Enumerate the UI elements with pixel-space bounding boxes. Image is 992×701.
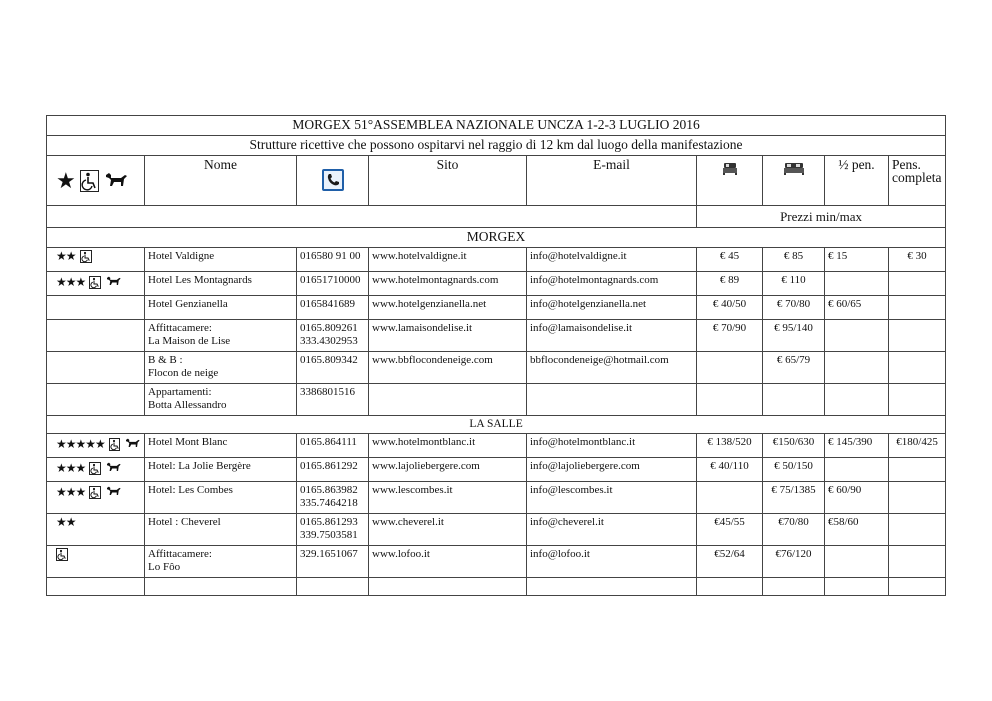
website-link[interactable]: www.bbflocondeneige.com — [369, 352, 527, 384]
header-nome: Nome — [145, 156, 297, 206]
table-row — [47, 352, 946, 384]
phone-number: 0165.861292 — [300, 460, 358, 472]
hotel-name: Hotel Les Montagnards — [148, 274, 252, 286]
header-half-board: ½ pen. — [825, 156, 889, 206]
hotel-name: Hotel Valdigne — [148, 250, 215, 262]
phone-number: 339.7503581 — [300, 529, 358, 541]
price-single — [697, 482, 763, 514]
table-row — [47, 272, 946, 296]
wheelchair-icon — [89, 462, 101, 475]
wheelchair-icon — [80, 250, 92, 263]
accommodation-table — [46, 115, 946, 596]
price-full-board — [889, 514, 946, 546]
price-double: € 70/80 — [763, 296, 825, 320]
price-half-board — [825, 320, 889, 352]
price-full-board — [889, 458, 946, 482]
email-link[interactable] — [527, 384, 697, 416]
name-cell — [145, 546, 297, 578]
price-full-board — [889, 296, 946, 320]
rating-icons — [50, 548, 141, 561]
legend-icons-cell — [47, 156, 145, 206]
website-link[interactable]: www.lofoo.it — [369, 546, 527, 578]
email-link[interactable]: info@lofoo.it — [527, 546, 697, 578]
star-rating: ★★★ — [56, 461, 86, 475]
dog-icon — [105, 484, 122, 501]
icons-cell — [47, 296, 145, 320]
price-half-board — [825, 352, 889, 384]
empty-cell — [527, 578, 697, 596]
phone-number: 0165.861293 — [300, 516, 358, 528]
price-single: €45/55 — [697, 514, 763, 546]
dog-icon — [103, 169, 129, 193]
star-rating: ★★★★★ — [56, 437, 105, 451]
price-double: €70/80 — [763, 514, 825, 546]
phone-cell — [297, 320, 369, 352]
prezzi-spacer — [47, 206, 697, 228]
phone-cell — [297, 352, 369, 384]
email-link[interactable]: info@hotelmontblanc.it — [527, 434, 697, 458]
empty-row — [47, 578, 946, 596]
dog-icon — [105, 460, 122, 477]
star-rating: ★★★ — [56, 275, 86, 289]
phone-cell — [297, 458, 369, 482]
hotel-name: Affittacamere: — [148, 322, 212, 334]
phone-number: 329.1651067 — [300, 548, 358, 560]
table-row — [47, 434, 946, 458]
rating-icons — [50, 460, 141, 477]
price-single: € 70/90 — [697, 320, 763, 352]
table-row — [47, 296, 946, 320]
rating-icons — [50, 484, 141, 501]
header-sito: Sito — [369, 156, 527, 206]
price-single: € 89 — [697, 272, 763, 296]
icons-cell — [47, 546, 145, 578]
icons-cell — [47, 352, 145, 384]
website-link[interactable]: www.lajoliebergere.com — [369, 458, 527, 482]
price-single: € 45 — [697, 248, 763, 272]
hotel-name: Hotel Mont Blanc — [148, 436, 228, 448]
price-single: € 40/110 — [697, 458, 763, 482]
price-double: € 50/150 — [763, 458, 825, 482]
icons-cell — [47, 514, 145, 546]
icons-cell — [47, 272, 145, 296]
icons-cell — [47, 248, 145, 272]
wheelchair-icon — [89, 486, 101, 499]
icons-cell — [47, 320, 145, 352]
empty-cell — [297, 578, 369, 596]
table-row — [47, 482, 946, 514]
email-link[interactable]: info@lamaisondelise.it — [527, 320, 697, 352]
hotel-name: Hotel : Cheverel — [148, 516, 221, 528]
price-double: € 95/140 — [763, 320, 825, 352]
phone-number: 333.4302953 — [300, 335, 358, 347]
price-single: € 138/520 — [697, 434, 763, 458]
empty-cell — [697, 578, 763, 596]
email-link[interactable]: info@lajoliebergere.com — [527, 458, 697, 482]
dog-icon — [105, 274, 122, 291]
table-row — [47, 458, 946, 482]
price-full-board — [889, 384, 946, 416]
table-row — [47, 248, 946, 272]
phone-cell — [297, 248, 369, 272]
phone-number: 0165.863982 — [300, 484, 358, 496]
hotel-name: Hotel: La Jolie Bergère — [148, 460, 251, 472]
price-half-board — [825, 272, 889, 296]
phone-number: 01651710000 — [300, 274, 361, 286]
hotel-name: La Maison de Lise — [148, 335, 231, 347]
website-link[interactable]: www.hotelmontblanc.it — [369, 434, 527, 458]
price-single — [697, 384, 763, 416]
star-icon: ★ — [56, 167, 76, 193]
document-title: MORGEX 51°ASSEMBLEA NAZIONALE UNCZA 1-2-3 LUGLIO 2016 — [47, 116, 946, 136]
wheelchair-icon — [80, 170, 99, 192]
price-single — [697, 352, 763, 384]
phone-number: 0165.809261 — [300, 322, 358, 334]
website-link[interactable]: www.lescombes.it — [369, 482, 527, 514]
prezzi-label: Prezzi min/max — [697, 206, 946, 228]
price-double: € 85 — [763, 248, 825, 272]
phone-cell — [297, 272, 369, 296]
empty-cell — [889, 578, 946, 596]
price-double — [763, 384, 825, 416]
email-link[interactable]: info@hotelvaldigne.it — [527, 248, 697, 272]
name-cell — [145, 434, 297, 458]
header-single-bed — [697, 156, 763, 206]
website-link[interactable] — [369, 384, 527, 416]
empty-cell — [145, 578, 297, 596]
name-cell — [145, 514, 297, 546]
header-telefono — [297, 156, 369, 206]
star-rating: ★★ — [56, 515, 76, 529]
header-email: E-mail — [527, 156, 697, 206]
phone-cell — [297, 546, 369, 578]
section-header: MORGEX — [47, 228, 946, 248]
name-cell — [145, 248, 297, 272]
header-full-board — [889, 156, 946, 206]
section-header: LA SALLE — [47, 416, 946, 434]
name-cell — [145, 384, 297, 416]
icons-cell — [47, 384, 145, 416]
icons-cell — [47, 458, 145, 482]
price-single: € 40/50 — [697, 296, 763, 320]
header-full-board-line2: completa — [892, 170, 942, 185]
empty-cell — [825, 578, 889, 596]
price-half-board — [825, 458, 889, 482]
phone-cell — [297, 514, 369, 546]
empty-cell — [369, 578, 527, 596]
phone-number: 016580 91 00 — [300, 250, 361, 262]
price-double: €76/120 — [763, 546, 825, 578]
email-link[interactable]: info@hotelgenzianella.net — [527, 296, 697, 320]
rating-icons — [50, 250, 141, 263]
price-double: € 65/79 — [763, 352, 825, 384]
star-rating: ★★★ — [56, 485, 86, 499]
price-full-board — [889, 352, 946, 384]
price-half-board — [825, 384, 889, 416]
hotel-name: Affittacamere: — [148, 548, 212, 560]
price-full-board — [889, 320, 946, 352]
hotel-name: Hotel Genzianella — [148, 298, 228, 310]
rating-icons — [50, 516, 141, 529]
phone-number: 335.7464218 — [300, 497, 358, 509]
header-full-board-line1: Pens. — [892, 157, 921, 172]
phone-icon — [322, 169, 344, 191]
hotel-name: Flocon de neige — [148, 367, 219, 379]
price-half-board: € 60/90 — [825, 482, 889, 514]
name-cell — [145, 352, 297, 384]
table-row — [47, 384, 946, 416]
name-cell — [145, 296, 297, 320]
email-link[interactable]: info@hotelmontagnards.com — [527, 272, 697, 296]
name-cell — [145, 320, 297, 352]
hotel-name: Lo Fôo — [148, 561, 181, 573]
hotel-name: Appartamenti: — [148, 386, 212, 398]
phone-cell — [297, 434, 369, 458]
phone-number: 3386801516 — [300, 386, 355, 398]
hotel-name: B & B : — [148, 354, 183, 366]
phone-cell — [297, 482, 369, 514]
price-double: € 75/1385 — [763, 482, 825, 514]
name-cell — [145, 482, 297, 514]
website-link[interactable]: www.cheverel.it — [369, 514, 527, 546]
single-bed-icon — [722, 162, 738, 176]
website-link[interactable]: www.hotelgenzianella.net — [369, 296, 527, 320]
wheelchair-icon — [109, 438, 120, 451]
price-full-board — [889, 482, 946, 514]
phone-cell — [297, 384, 369, 416]
hotel-name: Botta Allessandro — [148, 399, 227, 411]
price-half-board: €58/60 — [825, 514, 889, 546]
price-half-board — [825, 546, 889, 578]
table-row — [47, 320, 946, 352]
double-bed-icon — [783, 162, 805, 176]
email-link[interactable]: info@cheverel.it — [527, 514, 697, 546]
price-half-board: € 15 — [825, 248, 889, 272]
icons-cell — [47, 482, 145, 514]
price-full-board — [889, 546, 946, 578]
price-double: € 110 — [763, 272, 825, 296]
star-rating: ★★ — [56, 249, 76, 263]
name-cell — [145, 272, 297, 296]
header-double-bed — [763, 156, 825, 206]
price-full-board — [889, 272, 946, 296]
wheelchair-icon — [56, 548, 68, 561]
phone-number: 0165841689 — [300, 298, 355, 310]
table-row — [47, 546, 946, 578]
dog-icon — [124, 436, 141, 453]
empty-cell — [47, 578, 145, 596]
website-link[interactable]: www.hotelvaldigne.it — [369, 248, 527, 272]
rating-icons — [50, 274, 141, 291]
website-link[interactable]: www.lamaisondelise.it — [369, 320, 527, 352]
rating-icons — [50, 436, 141, 453]
phone-number: 0165.864111 — [300, 436, 357, 448]
phone-number: 0165.809342 — [300, 354, 358, 366]
website-link[interactable]: www.hotelmontagnards.com — [369, 272, 527, 296]
price-half-board: € 60/65 — [825, 296, 889, 320]
table-row — [47, 514, 946, 546]
empty-cell — [763, 578, 825, 596]
icons-cell — [47, 434, 145, 458]
document-subtitle: Strutture ricettive che possono ospitarvi nel raggio di 12 km dal luogo della manifestazione — [47, 136, 946, 156]
email-link[interactable]: info@lescombes.it — [527, 482, 697, 514]
price-single: €52/64 — [697, 546, 763, 578]
price-full-board: € 30 — [889, 248, 946, 272]
price-full-board: €180/425 — [889, 434, 946, 458]
phone-cell — [297, 296, 369, 320]
wheelchair-icon — [89, 276, 101, 289]
name-cell — [145, 458, 297, 482]
price-double: €150/630 — [763, 434, 825, 458]
price-half-board: € 145/390 — [825, 434, 889, 458]
hotel-name: Hotel: Les Combes — [148, 484, 233, 496]
email-link[interactable]: bbflocondeneige@hotmail.com — [527, 352, 697, 384]
